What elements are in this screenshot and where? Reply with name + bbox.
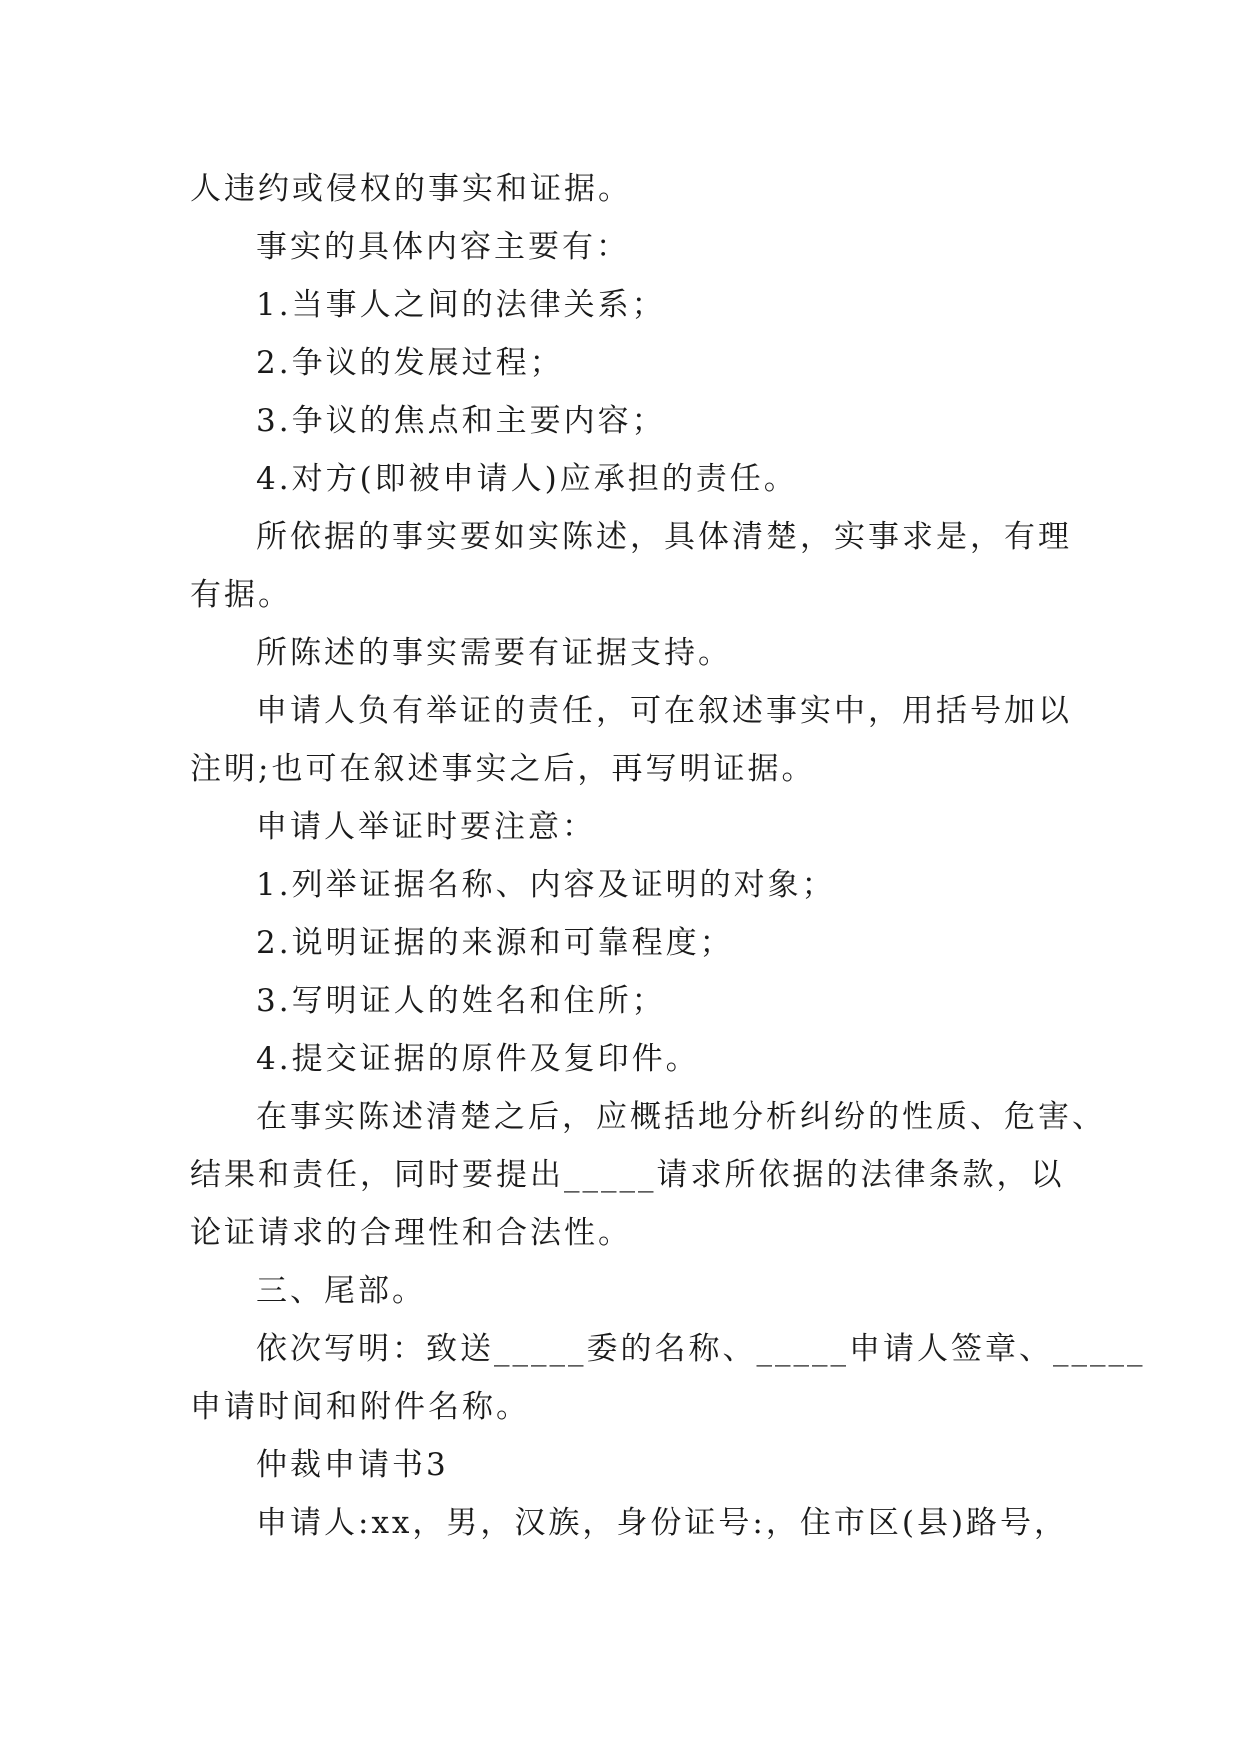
text-line: 事实的具体内容主要有： bbox=[256, 229, 630, 265]
text-line: 申请时间和附件名称。 bbox=[190, 1389, 530, 1425]
section-heading: 三、尾部。 bbox=[256, 1273, 426, 1309]
list-item: 2.说明证据的来源和可靠程度； bbox=[256, 925, 734, 961]
text-line: 所依据的事实要如实陈述，具体清楚，实事求是，有理 bbox=[256, 519, 1072, 555]
text-line: 论证请求的合理性和合法性。 bbox=[190, 1215, 632, 1251]
list-item: 1.列举证据名称、内容及证明的对象； bbox=[256, 867, 836, 903]
text-line: 申请人举证时要注意： bbox=[256, 809, 596, 845]
list-item: 3.争议的焦点和主要内容； bbox=[256, 403, 666, 439]
list-item: 2.争议的发展过程； bbox=[256, 345, 564, 381]
list-item: 4.对方(即被申请人)应承担的责任。 bbox=[256, 461, 798, 497]
list-item: 4.提交证据的原件及复印件。 bbox=[256, 1041, 700, 1077]
text-line: 有据。 bbox=[190, 577, 292, 613]
text-line: 申请人负有举证的责任，可在叙述事实中，用括号加以 bbox=[256, 693, 1072, 729]
text-line: 在事实陈述清楚之后，应概括地分析纠纷的性质、危害、 bbox=[256, 1099, 1106, 1135]
document-body bbox=[190, 160, 1146, 1552]
list-item: 3.写明证人的姓名和住所； bbox=[256, 983, 666, 1019]
text-line: 人违约或侵权的事实和证据。 bbox=[190, 171, 632, 207]
document-title: 仲裁申请书3 bbox=[256, 1447, 449, 1483]
text-line: 依次写明：致送_____委的名称、_____申请人签章、_____ bbox=[256, 1331, 1146, 1367]
text-line: 注明;也可在叙述事实之后，再写明证据。 bbox=[190, 751, 816, 787]
text-line: 所陈述的事实需要有证据支持。 bbox=[256, 635, 732, 671]
list-item: 1.当事人之间的法律关系； bbox=[256, 287, 666, 323]
text-line: 申请人:xx，男，汉族，身份证号:，住市区(县)路号， bbox=[256, 1505, 1069, 1541]
text-line: 结果和责任，同时要提出_____请求所依据的法律条款，以 bbox=[190, 1157, 1065, 1193]
